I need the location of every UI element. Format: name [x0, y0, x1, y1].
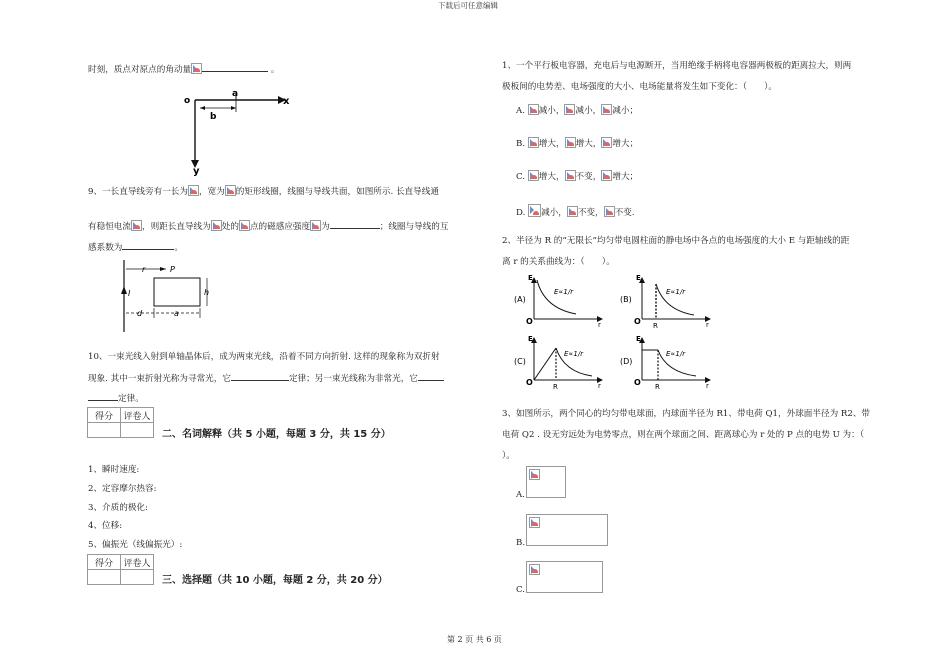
q1-line1: 1、一个平行板电容器，充电后与电源断开，当用绝缘手柄将电容器两极板的距离拉大，则两: [502, 61, 852, 71]
q3-line1: 3、如图所示，两个同心的均匀带电球面，内球面半径为 R1、带电荷 Q1，外球面半径为 R2、带: [502, 409, 871, 419]
q9-text-h: 为: [321, 222, 330, 232]
graph-d-tag: (D): [620, 357, 633, 366]
q3-line2: 电荷 Q2 . 设无穷远处为电势零点，则在两个球面之间、距离球心为 r 处的 P 点的电势 U 为：（: [502, 430, 865, 440]
q9-text-a: 9、一长直导线旁有一长为: [88, 187, 188, 197]
option-label: A.: [516, 106, 525, 116]
formula-image-icon: [565, 137, 576, 148]
graph-c-rr: R: [553, 383, 558, 390]
q9-text-i: ；线圈与导线的互: [379, 222, 449, 232]
q3-option-b-image[interactable]: [526, 514, 608, 546]
option-word: 增大，: [575, 139, 602, 149]
axis-o: o: [184, 96, 191, 106]
q9-line3: [88, 240, 183, 253]
formula-image-icon: [310, 220, 321, 231]
score-table-2: [87, 554, 154, 585]
formula-image-icon: [239, 220, 250, 231]
answer-blank[interactable]: [202, 62, 268, 72]
formula-image-icon: [188, 185, 199, 196]
grader-cell-header: 评卷人: [121, 408, 154, 423]
q2-line1: 2、半径为 R 的“无限长”均匀带电圆柱面的静电场中各点的电场强度的大小 E 与距轴线的距: [502, 236, 850, 246]
section-2-title: 二、名词解释（共 5 小题，每题 3 分，共 15 分）: [162, 429, 391, 440]
graph-b-rr: R: [653, 322, 658, 330]
term-4: 4、位移:: [88, 521, 123, 531]
term-5: 5、偏振光（线偏振光）:: [88, 540, 183, 550]
q8-text: 时刻，质点对原点的角动量: [88, 65, 192, 75]
graph-d-rr: R: [655, 383, 660, 390]
option-word: 增大；: [612, 139, 639, 149]
q8-line: [88, 62, 279, 75]
coil-label-i: I: [128, 289, 131, 298]
graph-a-tag: (A): [514, 295, 526, 304]
coil-label-h: h: [204, 288, 210, 297]
formula-image-icon: [131, 220, 142, 231]
q3-option-c-label[interactable]: C.: [516, 585, 526, 595]
q1-option-c[interactable]: [516, 170, 638, 182]
formula-image-icon: [565, 170, 576, 181]
score-table: [87, 407, 154, 438]
page-header: 下载后可任意编辑: [438, 1, 498, 10]
option-word: 增大，: [538, 139, 565, 149]
term-1: 1、瞬时速度:: [88, 465, 140, 475]
option-label: B.: [516, 139, 526, 149]
grader-cell[interactable]: [121, 570, 154, 585]
q3-option-c-image[interactable]: [526, 561, 603, 593]
page-footer: 第 2 页 共 6 页: [447, 635, 502, 644]
formula-image-icon: [601, 137, 612, 148]
answer-blank[interactable]: [122, 240, 174, 250]
q8-end: 。: [270, 65, 280, 75]
formula-image-icon: [601, 170, 612, 181]
answer-blank[interactable]: [418, 371, 444, 381]
q1-option-d[interactable]: [516, 204, 635, 218]
q10-line1: [88, 350, 440, 362]
formula-image-icon: [191, 63, 202, 74]
graph-b-e: E: [636, 274, 641, 282]
graph-d[interactable]: [620, 335, 710, 390]
graph-c-tag: (C): [514, 357, 526, 366]
axes-figure: [180, 86, 295, 176]
q9-text-b: ，宽为: [199, 187, 225, 197]
q9-text-c: 的矩形线圈，线圈与导线共面，如图所示. 长直导线通: [235, 187, 439, 197]
answer-blank[interactable]: [330, 219, 380, 229]
option-word: 减小，: [538, 106, 565, 116]
graph-a[interactable]: [514, 274, 602, 329]
formula-image-icon: [529, 517, 540, 528]
graph-c-eq: E∝1/r: [564, 350, 584, 358]
q10-text-b: 现象. 其中一束折射光称为寻常光，它: [88, 374, 231, 384]
coil-label-r: r: [142, 265, 146, 274]
section-3-title: 三、选择题（共 10 小题，每题 2 分，共 20 分）: [162, 575, 388, 586]
q9-text-k: 。: [174, 243, 183, 253]
q10-text-a: 10、一束光线入射到单轴晶体后，成为两束光线，沿着不同方向折射. 这样的现象称为双折射: [88, 352, 440, 362]
q2-line2: 离 r 的关系曲线为：（ ）。: [502, 257, 615, 267]
graph-d-eq: E∝1/r: [666, 350, 686, 358]
graph-c[interactable]: [514, 335, 602, 390]
q9-text-f: 处的: [221, 222, 239, 232]
grader-cell[interactable]: [121, 423, 154, 438]
formula-image-icon: [604, 206, 615, 217]
graph-c-o: O: [526, 378, 533, 387]
formula-image-icon: [564, 104, 575, 115]
q10-line2: [88, 371, 444, 384]
option-word: 减小，: [575, 106, 602, 116]
score-cell-header: 得分: [88, 408, 121, 423]
q9-line1: [88, 185, 439, 197]
q1-option-b[interactable]: [516, 137, 638, 149]
graph-a-eq: E∝1/r: [554, 288, 574, 296]
graph-c-r: r: [598, 382, 601, 390]
option-label: D.: [516, 208, 526, 218]
q1-line2: 极板间的电势差、电场强度的大小、电场能量将发生如下变化：（ ）。: [502, 82, 777, 92]
graph-a-o: O: [526, 317, 533, 326]
formula-image-icon: [528, 137, 539, 148]
formula-image-icon: [528, 204, 541, 217]
axis-y: y: [193, 166, 200, 176]
formula-image-icon: [211, 220, 222, 231]
q9-line2: [88, 219, 449, 232]
graph-d-o: O: [634, 378, 641, 387]
axis-x: x: [283, 96, 290, 107]
q9-text-d: 有稳恒电流: [88, 222, 131, 232]
option-word: 不变，: [577, 208, 604, 218]
score-cell[interactable]: [88, 423, 121, 438]
answer-blank[interactable]: [88, 391, 118, 401]
graph-d-r: r: [706, 382, 709, 390]
graph-b-tag: (B): [620, 295, 632, 304]
term-2: 2、定容摩尔热容:: [88, 484, 157, 494]
graph-b-eq: E∝1/r: [666, 288, 686, 296]
graph-d-e: E: [636, 335, 641, 343]
q1-option-a[interactable]: [516, 104, 638, 116]
option-word: 减小，: [541, 208, 567, 218]
q10-text-c: 定律；另一束光线称为非常光，它: [288, 374, 418, 384]
formula-image-icon: [601, 104, 612, 115]
coil-label-d: d: [137, 309, 143, 318]
q9-text-g: 点的磁感应强度: [249, 222, 311, 232]
score-cell-header: 得分: [88, 555, 121, 570]
q3-option-a-image[interactable]: [526, 466, 566, 498]
graph-a-r: r: [598, 321, 601, 329]
formula-image-icon: [225, 185, 236, 196]
grader-cell-header: 评卷人: [121, 555, 154, 570]
formula-image-icon: [528, 104, 539, 115]
score-cell[interactable]: [88, 570, 121, 585]
option-word: 增大，: [538, 172, 565, 182]
axis-a: a: [232, 89, 239, 99]
option-word: 减小；: [612, 106, 639, 116]
graph-b-o: O: [634, 317, 641, 326]
q9-text-e: ，则距长直导线为: [141, 222, 211, 232]
graph-c-e: E: [528, 335, 533, 343]
graph-b[interactable]: [620, 274, 710, 330]
option-word: 不变，: [575, 172, 602, 182]
q9-text-j: 感系数为: [88, 243, 123, 253]
formula-image-icon: [528, 170, 539, 181]
answer-blank[interactable]: [231, 371, 289, 381]
formula-image-icon: [529, 564, 540, 575]
q3-line3: ）。: [502, 451, 515, 461]
graph-b-r: r: [706, 321, 709, 329]
option-label: C.: [516, 172, 526, 182]
q10-line3: [88, 391, 144, 404]
option-word: 不变.: [614, 208, 635, 218]
term-3: 3、介质的极化:: [88, 503, 148, 513]
coil-label-a: a: [174, 309, 179, 318]
q10-text-d: 定律。: [118, 394, 144, 404]
graph-a-e: E: [528, 274, 533, 282]
axis-b: b: [210, 112, 217, 122]
q3-option-b-label[interactable]: B.: [516, 538, 526, 548]
coil-label-p: P: [170, 265, 175, 274]
e-r-graphs: [506, 272, 718, 390]
formula-image-icon: [529, 469, 540, 480]
q3-option-a-label[interactable]: A.: [516, 490, 525, 500]
option-word: 增大；: [612, 172, 639, 182]
coil-figure: [112, 258, 227, 334]
formula-image-icon: [567, 206, 578, 217]
